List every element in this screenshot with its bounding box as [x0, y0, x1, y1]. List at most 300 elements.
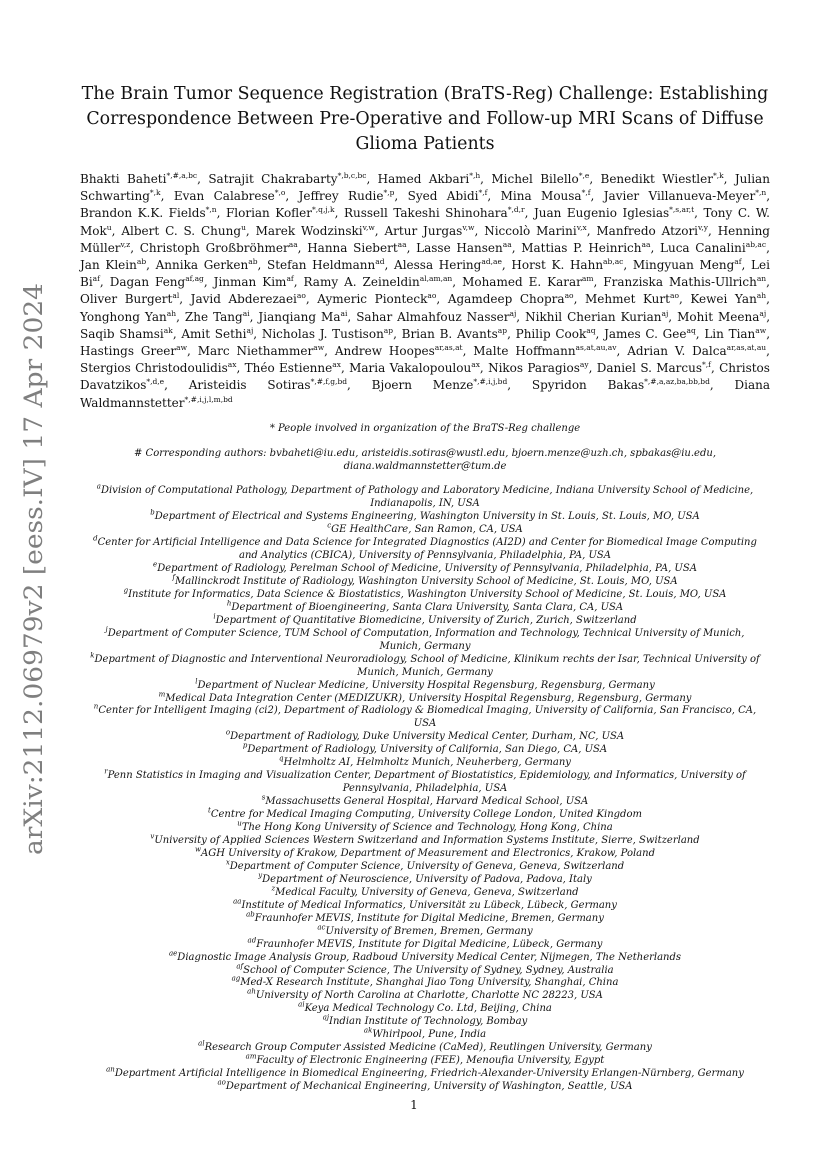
affiliation-key: e [153, 560, 158, 569]
author-name: Mingyuan Meng [632, 258, 735, 273]
affiliation [80, 819, 770, 835]
author-affiliation-marks: af [286, 274, 294, 284]
author-affiliation-marks: *,p [383, 188, 395, 198]
author [501, 189, 591, 203]
author [185, 310, 250, 324]
author-name: Brandon K.K. Fields [80, 206, 206, 221]
affiliation [80, 884, 770, 900]
affiliation-key: an [106, 1065, 115, 1074]
affiliation-text: Department of Radiology, Duke University Medical Center, Durham, NC, USA [230, 731, 625, 743]
affiliation-text: GE HealthCare, San Ramon, CA, USA [331, 524, 523, 536]
paper-title: The Brain Tumor Sequence Registration (BraTS-Reg) Challenge: Establishing Correspondence Between Pre-Operative and Follow-up MRI Scans of Diffuse Glioma Patients [81, 84, 769, 154]
affiliation-text: Institute of Medical Informatics, Universität zu Lübeck, Lübeck, Germany [241, 899, 617, 911]
affiliation [80, 845, 770, 861]
author-name: Bjoern Menze [371, 378, 474, 393]
affiliation-key: ak [363, 1026, 373, 1035]
affiliation-text: AGH University of Krakow, Department of Measurement and Electronics, Krakow, Poland [200, 847, 655, 859]
author [299, 189, 395, 203]
author-affiliation-marks: ai [340, 308, 348, 318]
affiliation-text: Fraunhofer MEVIS, Institute for Digital Medicine, Bremen, Germany [254, 912, 604, 924]
author-name: Philip Cook [515, 326, 587, 341]
author-name: Javid Abderezaei [190, 292, 297, 307]
author [627, 344, 766, 358]
author-affiliation-marks: ap [497, 325, 508, 335]
author-affiliation-marks: v,w [462, 222, 475, 232]
affiliation-text: Department of Radiology, University of California, San Diego, CA, USA [247, 744, 608, 756]
author-affiliation-marks: v,x [576, 222, 587, 232]
affiliation [80, 806, 770, 822]
affiliation [80, 858, 770, 874]
author [603, 275, 766, 289]
affiliation-key: d [93, 534, 98, 543]
author-name: Nicholas J. Tustison [261, 326, 384, 341]
author-name: Lei Bi [80, 258, 770, 290]
author-name: Kewei Yan [690, 292, 757, 307]
affiliation-key: c [327, 521, 332, 530]
author-affiliation-marks: *,f [478, 188, 488, 198]
affiliation-text: Helmholtz AI, Helmholtz Munich, Neuherberg, Germany [283, 757, 571, 769]
author-affiliation-marks: ar,as,at [434, 343, 463, 353]
author [80, 206, 217, 220]
author [416, 241, 512, 255]
affiliation-text: Center for Artificial Intelligence and Data Science for Integrated Diagnostics (AI2D) and Center for Biomedical Image Computing and Analytics (CBICA), University of Pennsylvania, Philadelphia, PA, USA [97, 537, 757, 562]
author [226, 206, 335, 220]
author-name: Artur Jurgas [384, 223, 463, 238]
author-affiliation-marks: aj [759, 308, 767, 318]
author-name: Maria Vakalopoulou [349, 361, 472, 376]
affiliation [80, 741, 770, 757]
author-name: Amit Sethi [181, 326, 247, 341]
author-name: Florian Kofler [225, 206, 313, 221]
author [521, 241, 650, 255]
author-affiliation-marks: aa [397, 239, 407, 249]
affiliation [80, 897, 770, 913]
author-name: Syed Abidi [407, 189, 479, 204]
author-name: Hamed Akbari [377, 172, 470, 186]
author [378, 172, 480, 186]
author [516, 327, 596, 341]
author [208, 172, 366, 186]
author-affiliation-marks: aq [586, 325, 596, 335]
affiliation [80, 923, 770, 939]
author-name: Russell Takeshi Shinohara [343, 206, 508, 221]
author-affiliation-marks: ao [669, 291, 679, 301]
affiliation-text: University of Applied Sciences Western Switzerland and Information Systems Institute, Sierre, Switzerland [154, 834, 700, 846]
affiliation-text: Department of Diagnostic and Interventional Neuroradiology, School of Medicine, Klinikum rechts der Isar, Technical University of Munich, Munich, Germany [94, 653, 760, 678]
author-affiliation-marks: *,d,r [507, 205, 525, 215]
author-name: Bhakti Baheti [80, 172, 167, 186]
affiliation [80, 1026, 770, 1042]
affiliation [80, 1052, 770, 1068]
affiliation-text: Department of Radiology, Perelman School of Medicine, University of Pennsylvania, Philadelphia, PA, USA [157, 562, 697, 574]
affiliation-text: Med-X Research Institute, Shanghai Jiao Tong University, Shanghai, China [240, 977, 619, 989]
affiliation-key: aj [322, 1014, 330, 1022]
affiliation [80, 690, 770, 706]
author-affiliation-marks: af [734, 257, 742, 267]
author [384, 224, 474, 238]
author-name: Evan Calabrese [173, 189, 275, 204]
author [245, 361, 341, 375]
affiliation-text: Research Group Computer Assisted Medicine (CaMed), Reutlingen University, Germany [204, 1042, 652, 1054]
author-affiliation-marks: v,y [698, 222, 708, 232]
author-affiliation-marks: *,s,ar,t [669, 205, 695, 215]
author [604, 189, 766, 203]
author-name: Alessa Hering [394, 258, 482, 273]
affiliation [80, 1065, 770, 1081]
author-name: Manfredo Atzori [596, 223, 699, 238]
author [597, 361, 711, 375]
author [491, 172, 589, 186]
affiliation-key: ab [246, 910, 255, 919]
author [156, 258, 258, 272]
affiliation-key: q [279, 754, 284, 763]
author [660, 241, 766, 255]
affiliation-text: The Hong Kong University of Science and Technology, Hong Kong, China [241, 822, 613, 834]
affiliation-text: Diagnostic Image Analysis Group, Radboud University Medical Center, Nijmegen, The Netherlands [177, 951, 682, 963]
affiliation-text: Keya Medical Technology Co. Ltd, Beijing, China [304, 1003, 552, 1015]
affiliation-text: Centre for Medical Imaging Computing, University College London, United Kingdom [210, 809, 642, 821]
affiliation [80, 625, 770, 654]
author-name: Hastings Greer [80, 344, 177, 359]
affiliation-text: Medical Faculty, University of Geneva, Geneva, Switzerland [275, 886, 579, 898]
author-affiliation-marks: aw [176, 343, 188, 353]
author-name: Daniel S. Marcus [596, 361, 703, 376]
author [596, 224, 708, 238]
page-number: 1 [410, 1098, 418, 1112]
author-affiliation-marks: an [756, 274, 767, 284]
affiliation-key: p [242, 741, 248, 750]
author-name: Mina Mousa [500, 189, 582, 204]
author-affiliation-marks: *,k [712, 171, 724, 180]
author-affiliation-marks: *,#,f,g,bd [310, 377, 348, 387]
affiliation [80, 793, 770, 809]
author-affiliation-marks: u [106, 222, 112, 232]
affiliation [80, 1039, 770, 1055]
affiliation-text: Department of Mechanical Engineering, University of Washington, Seattle, USA [225, 1081, 633, 1093]
author [534, 206, 694, 220]
author-affiliation-marks: *,e [578, 171, 590, 180]
affiliation [80, 482, 770, 511]
author-affiliation-marks: *,#,i,j,bd [473, 377, 508, 387]
affiliation-key: x [225, 858, 230, 867]
author [349, 361, 480, 375]
affiliation-text: Center for Intelligent Imaging (ci2), Department of Radiology & Biomedical Imaging, University of California, San Francisco, CA, USA [98, 705, 757, 730]
author [704, 327, 766, 341]
affiliation-key: j [105, 625, 108, 634]
author-affiliation-marks: aq [686, 325, 696, 335]
affiliation-key: b [150, 508, 155, 517]
author-name: Niccolò Marini [484, 223, 577, 238]
affiliation-text: Department of Neuroscience, University of Padova, Padova, Italy [262, 873, 592, 885]
author-affiliation-marks: *,f [581, 188, 591, 198]
affiliation-key: g [123, 586, 129, 595]
author-affiliation-marks: v,w [362, 222, 375, 232]
author-affiliation-marks: ah [756, 291, 767, 301]
author [462, 275, 593, 289]
author [80, 172, 197, 186]
author [258, 310, 347, 324]
affiliation [80, 910, 770, 926]
author-affiliation-marks: ab [136, 257, 147, 267]
author [394, 258, 502, 272]
author-affiliation-marks: ak [163, 325, 173, 335]
affiliation-text: Department of Electrical and Systems Engineering, Washington University in St. Louis, St. Louis, MO, USA [154, 511, 700, 523]
author-affiliation-marks: *,d,e [146, 377, 165, 387]
author-list: Bhakti Baheti$^{*,\#,a,bc}$, Satrajit Chakrabarty$^{*,b,c,bc}$, Hamed Akbari$^{*,h}$, Michel Bilello$^{*,e}$, Benedikt Wiestler$^{*,k}$, Julian Schwarting$^{*,k}$, Evan Calabrese$^{*,o}$, Jeffrey Rudie$^{*,p}$, Syed Abidi$^{*,f}$, Mina Mousa$^{*,f}$, Javier Villanueva-Meyer$^{*,n}$, Brandon K.K. Fields$^{*,n}$, Florian Kofler$^{*,q,j,k}$, Russell Takeshi Shinohara$^{*,d,r}$, Juan Eugenio Iglesias$^{*,s,ar,t}$, Tony C. W. Mok$^u$, Albert C. S. Chung$^u$, Marek Wodzinski$^{v,w}$, Artur Jurgas$^{v,w}$, Niccolò Marini$^{v,x}$, Manfredo Atzori$^{v,y}$, Henning Müller$^{v,z}$, Christoph Großbröhmer$^{aa}$, Hanna Siebert$^{aa}$, Lasse Hansen$^{aa}$, Mattias P. Heinrich$^{aa}$, Luca Canalini$^{ab,ac}$, Jan Klein$^{ab}$, Annika Gerken$^{ab}$, Stefan Heldmann$^{ad}$, Alessa Hering$^{ad,ae}$, Horst K. Hahn$^{ab,ac}$, Mingyuan Meng$^{af}$, Lei $Bi^{af}$, Dagan Feng$^{af,ag}$, Jinman Kim$^{af}$, Ramy A. Zeineldin$^{al,am,an}$, Mohamed E. Karar$^{am}$, Franziska Mathis-Ullrich$^{an}$, Oliver Burgert$^{al}$, Javid Abderezaei$^{ao}$, Aymeric Pionteck$^{ao}$, Agamdeep Chopra$^{ao}$, Mehmet Kurt$^{ao}$, Kewei Yan$^{ah}$, Yonghong Yan$^{ah}$, Zhe Tang$^{ai}$, Jianqiang $Ma^{ai}$, Sahar Almahfouz Nasser$^{aj}$, Nikhil Cherian Kurian$^{aj}$, Mohit Meena$^{aj}$, Saqib Shamsi$^{ak}$, Amit Sethi$^{aj}$, Nicholas J. Tustison$^{ap}$, Brian B. Avants$^{ap}$, Philip Cook$^{aq}$, James C. Gee$^{aq}$, Lin Tian$^{aw}$, Hastings Greer$^{aw}$, Marc Niethammer$^{aw}$, Andrew Hoopes$^{ar,as,at}$, Malte Hoffmann$^{as,at,au,av}$, Adrian V. Dalca$^{ar,as,at,au}$, Stergios Christodoulidis$^{ax}$, Théo Estienne$^{ax}$, Maria Vakalopoulou$^{ax}$, Nikos Paragios$^{ay}$, Daniel S. Marcus$^{*,f}$, Christos Davatzikos$^{*,d,e}$, Aristeidis Sotiras$^{*,\#,f,g,bd}$, Bjoern Menze$^{*,\#,i,j,bd}$, Spyridon Bakas$^{*,\#,a,az,ba,bb,bd}$, Diana Waldmannstetter$^{*,\#,i,j,l,m,bd}$ [80, 171, 771, 410]
author [604, 327, 696, 341]
affiliation-text: School of Computer Science, The University of Sydney, Sydney, Australia [243, 964, 614, 976]
affiliation [80, 508, 770, 524]
author-affiliation-marks: *,h [469, 171, 481, 180]
author-name: Horst K. Hahn [511, 258, 604, 273]
affiliation-key: u [237, 819, 242, 828]
author [80, 310, 176, 324]
author-affiliation-marks: ax [471, 360, 480, 370]
affiliation [80, 651, 770, 680]
author-name: Aristeidis Sotiras [188, 378, 311, 393]
author-affiliation-marks: *,n [755, 188, 767, 198]
affiliation-key: i [213, 612, 216, 621]
author [214, 275, 294, 289]
author [191, 292, 306, 306]
author-name: Benedikt Wiestler [600, 172, 713, 186]
author-name: Jinman Kim [213, 275, 287, 290]
author-affiliation-marks: *,#,i,j,l,m,bd [184, 394, 233, 404]
author-affiliation-marks: aj [246, 325, 254, 335]
affiliation [80, 534, 770, 563]
affiliation [80, 1003, 770, 1016]
author-name: Luca Canalini [660, 240, 746, 255]
author-name: Théo Estienne [244, 361, 333, 376]
author [633, 258, 742, 272]
affiliation-text: Department of Computer Science, University of Geneva, Geneva, Switzerland [229, 860, 625, 872]
author-affiliation-marks: aw [313, 343, 325, 353]
affiliation-text: Division of Computational Pathology, Department of Pathology and Laboratory Medicine, Indiana University School of Medicine, Indianapolis, IN, USA [100, 485, 754, 510]
author-name: Mohit Meena [677, 309, 760, 324]
author [262, 327, 393, 341]
affiliation-key: m [158, 690, 166, 699]
affiliation-text: Department Artificial Intelligence in Biomedical Engineering, Friedrich-Alexander-University Erlangen-Nürnberg, Germany [114, 1068, 744, 1080]
affiliation-text: University of North Carolina at Charlotte, Charlotte NC 28223, USA [255, 990, 603, 1002]
affiliation-key: al [198, 1039, 205, 1048]
author [80, 361, 236, 375]
author-name: Mattias P. Heinrich [521, 240, 642, 255]
author [181, 327, 253, 341]
affiliation-key: t [208, 806, 211, 815]
affiliation [80, 1016, 770, 1029]
author [335, 344, 463, 358]
author-name: Saqib Shamsi [80, 326, 164, 341]
author-name: Sahar Almahfouz Nasser [356, 309, 510, 324]
affiliation-key: ae [168, 949, 178, 958]
affiliation [80, 832, 770, 848]
author-affiliation-marks: aa [641, 239, 651, 249]
affiliation [80, 1078, 770, 1094]
author-name: Javier Villanueva-Meyer [603, 189, 756, 204]
affiliation-text: University of Bremen, Bremen, Germany [325, 925, 533, 937]
author [256, 224, 375, 238]
author-name: Lin Tian [704, 326, 756, 341]
author [110, 275, 204, 289]
author [585, 292, 679, 306]
author-affiliation-marks: aj [509, 308, 517, 318]
affiliation-text: Medical Data Integration Center (MEDIZUKR), University Hospital Regensburg, Regensburg, Germany [165, 692, 692, 704]
affiliation [80, 573, 770, 589]
author-name: Jan Klein [80, 258, 137, 273]
affiliation-key: af [236, 962, 244, 971]
author-name: Satrajit Chakrabarty [208, 172, 338, 186]
author-name: Diana Waldmannstetter [80, 378, 770, 410]
affiliation-text: Whirlpool, Pune, India [372, 1029, 487, 1041]
affiliation-key: k [90, 651, 95, 660]
affiliation-key: am [245, 1052, 257, 1061]
author [473, 344, 616, 358]
author [372, 378, 508, 392]
affiliation-key: z [271, 884, 276, 893]
author-name: Stefan Heldmann [267, 258, 376, 273]
author-name: Juan Eugenio Iglesias [533, 206, 670, 221]
affiliation-key: n [93, 703, 99, 712]
author-name: Dagan Feng [109, 275, 186, 290]
author [267, 258, 385, 272]
author-name: Jianqiang Ma [258, 309, 341, 324]
author-name: Jeffrey Rudie [298, 189, 384, 204]
affiliation-text: Department of Bioengineering, Santa Clara University, Santa Clara, CA, USA [231, 601, 624, 613]
author [344, 206, 525, 220]
author-affiliation-marks: *,q,j,k [312, 205, 335, 215]
affiliation-list [80, 482, 770, 1094]
author [121, 224, 246, 238]
affiliation-key: a [96, 482, 101, 491]
author-name: Andrew Hoopes [334, 344, 435, 359]
affiliation [80, 936, 770, 952]
author-affiliation-marks: ar,as,at,au [726, 343, 767, 353]
author [80, 292, 179, 306]
author-affiliation-marks: ax [332, 360, 341, 370]
author-name: Agamdeep Chopra [447, 292, 565, 307]
author-name: Brian B. Avants [401, 326, 498, 341]
author-name: Michel Bilello [491, 172, 579, 186]
arxiv-identifier-sidebar [4, 280, 56, 880]
author [189, 378, 347, 392]
author [198, 344, 324, 358]
author-affiliation-marks: ad [375, 257, 385, 267]
author-affiliation-marks: *,#,a,az,ba,bb,bd [644, 377, 710, 387]
author [677, 310, 766, 324]
affiliation [80, 677, 770, 693]
affiliation-text: Penn Statistics in Imaging and Visualization Center, Department of Biostatistics, Epidemiology, and Informatics, University of Pennsylvania, Philadelphia, USA [107, 770, 746, 795]
author-name: Zhe Tang [184, 309, 243, 324]
author-affiliation-marks: ab,ac [745, 239, 767, 249]
author-affiliation-marks: *,k [149, 188, 161, 198]
corresponding-authors: # Corresponding authors: bvbaheti@iu.edu, aristeidis.sotiras@wustl.edu, bjoern.menze@uzh.ch, spbakas@iu.edu, diana.waldmannstetter@tum.de [134, 447, 716, 473]
affiliation-text: Department of Nuclear Medicine, University Hospital Regensburg, Regensburg, Germany [197, 679, 655, 691]
author-affiliation-marks: aj [661, 308, 669, 318]
author-affiliation-marks: *,o [274, 188, 286, 198]
author [174, 189, 286, 203]
affiliation-key: l [195, 677, 198, 686]
affiliation [80, 612, 770, 628]
affiliation-text: Mallinckrodt Institute of Radiology, Washington University School of Medicine, St. Louis, MO, USA [175, 575, 678, 587]
author-affiliation-marks: ay [579, 360, 589, 370]
author-name: Henning Müller [80, 223, 770, 255]
author [402, 327, 507, 341]
author-affiliation-marks: al,am,an [419, 274, 453, 284]
author-affiliation-marks: u [241, 222, 246, 232]
affiliation-key: s [261, 793, 266, 802]
arxiv-id-text: arXiv:2112.06979v2 [eess.IV] 17 Apr 2024 [19, 314, 48, 855]
author [408, 189, 488, 203]
author [525, 310, 668, 324]
author-affiliation-marks: am [581, 274, 594, 284]
author [80, 327, 173, 341]
affiliation-key: ag [231, 975, 241, 984]
author-affiliation-marks: al [172, 291, 180, 301]
author-affiliation-marks: ah [166, 308, 177, 318]
affiliation-text: Indian Institute of Technology, Bombay [329, 1016, 528, 1028]
affiliation [80, 767, 770, 796]
author-name: Stergios Christodoulidis [80, 361, 228, 376]
author-name: Nikhil Cherian Kurian [525, 309, 662, 324]
affiliation [80, 521, 770, 537]
author [511, 258, 623, 272]
author-affiliation-marks: ax [227, 360, 237, 370]
author [488, 361, 589, 375]
author-name: Marc Niethammer [197, 344, 314, 359]
author-affiliation-marks: ab [248, 257, 258, 267]
author [690, 292, 766, 306]
author-affiliation-marks: ao [296, 291, 306, 301]
author [303, 275, 452, 289]
affiliation-key: ac [317, 923, 326, 932]
affiliation-key: aa [233, 897, 242, 906]
affiliation-text: Massachusetts General Hospital, Harvard Medical School, USA [265, 796, 589, 808]
author-name: Annika Gerken [155, 258, 249, 273]
affiliation [80, 731, 770, 744]
author-name: Christoph Großbröhmer [139, 240, 289, 255]
author-affiliation-marks: aa [288, 239, 298, 249]
author [532, 378, 710, 392]
author-name: Malte Hoffmann [473, 344, 576, 359]
affiliation-key: w [194, 845, 201, 854]
affiliation-key: o [225, 729, 231, 738]
author [80, 344, 187, 358]
organizer-footnote: * People involved in organization of the BraTS-Reg challenge [269, 422, 581, 434]
author-name: Nikos Paragios [488, 361, 580, 376]
author-affiliation-marks: aa [502, 239, 512, 249]
affiliation [80, 977, 770, 990]
author-name: Adrian V. Dalca [627, 344, 727, 359]
author-name: James C. Gee [604, 326, 687, 341]
affiliation-key: y [258, 871, 263, 880]
affiliation-key: ad [247, 936, 257, 945]
author-name: Aymeric Pionteck [317, 292, 428, 307]
author-affiliation-marks: *,f [702, 360, 711, 370]
affiliation-key: f [172, 573, 175, 582]
affiliation [80, 871, 770, 887]
author-name: Tony C. W. Mok [80, 206, 770, 238]
affiliation [80, 962, 770, 978]
author-affiliation-marks: *,n [205, 205, 217, 215]
author-affiliation-marks: ab,ac [603, 257, 624, 267]
affiliation-text: Department of Quantitative Biomedicine, University of Zurich, Zurich, Switzerland [215, 614, 637, 626]
affiliation [80, 586, 770, 602]
author-name: Mohamed E. Karar [462, 275, 582, 290]
affiliation-text: Department of Computer Science, TUM School of Computation, Information and Technology, Technical University of Munich, Munich, Germany [107, 627, 745, 652]
author-name: Christos Davatzikos [80, 361, 770, 393]
author [601, 172, 724, 186]
author-name: Hanna Siebert [307, 240, 398, 255]
